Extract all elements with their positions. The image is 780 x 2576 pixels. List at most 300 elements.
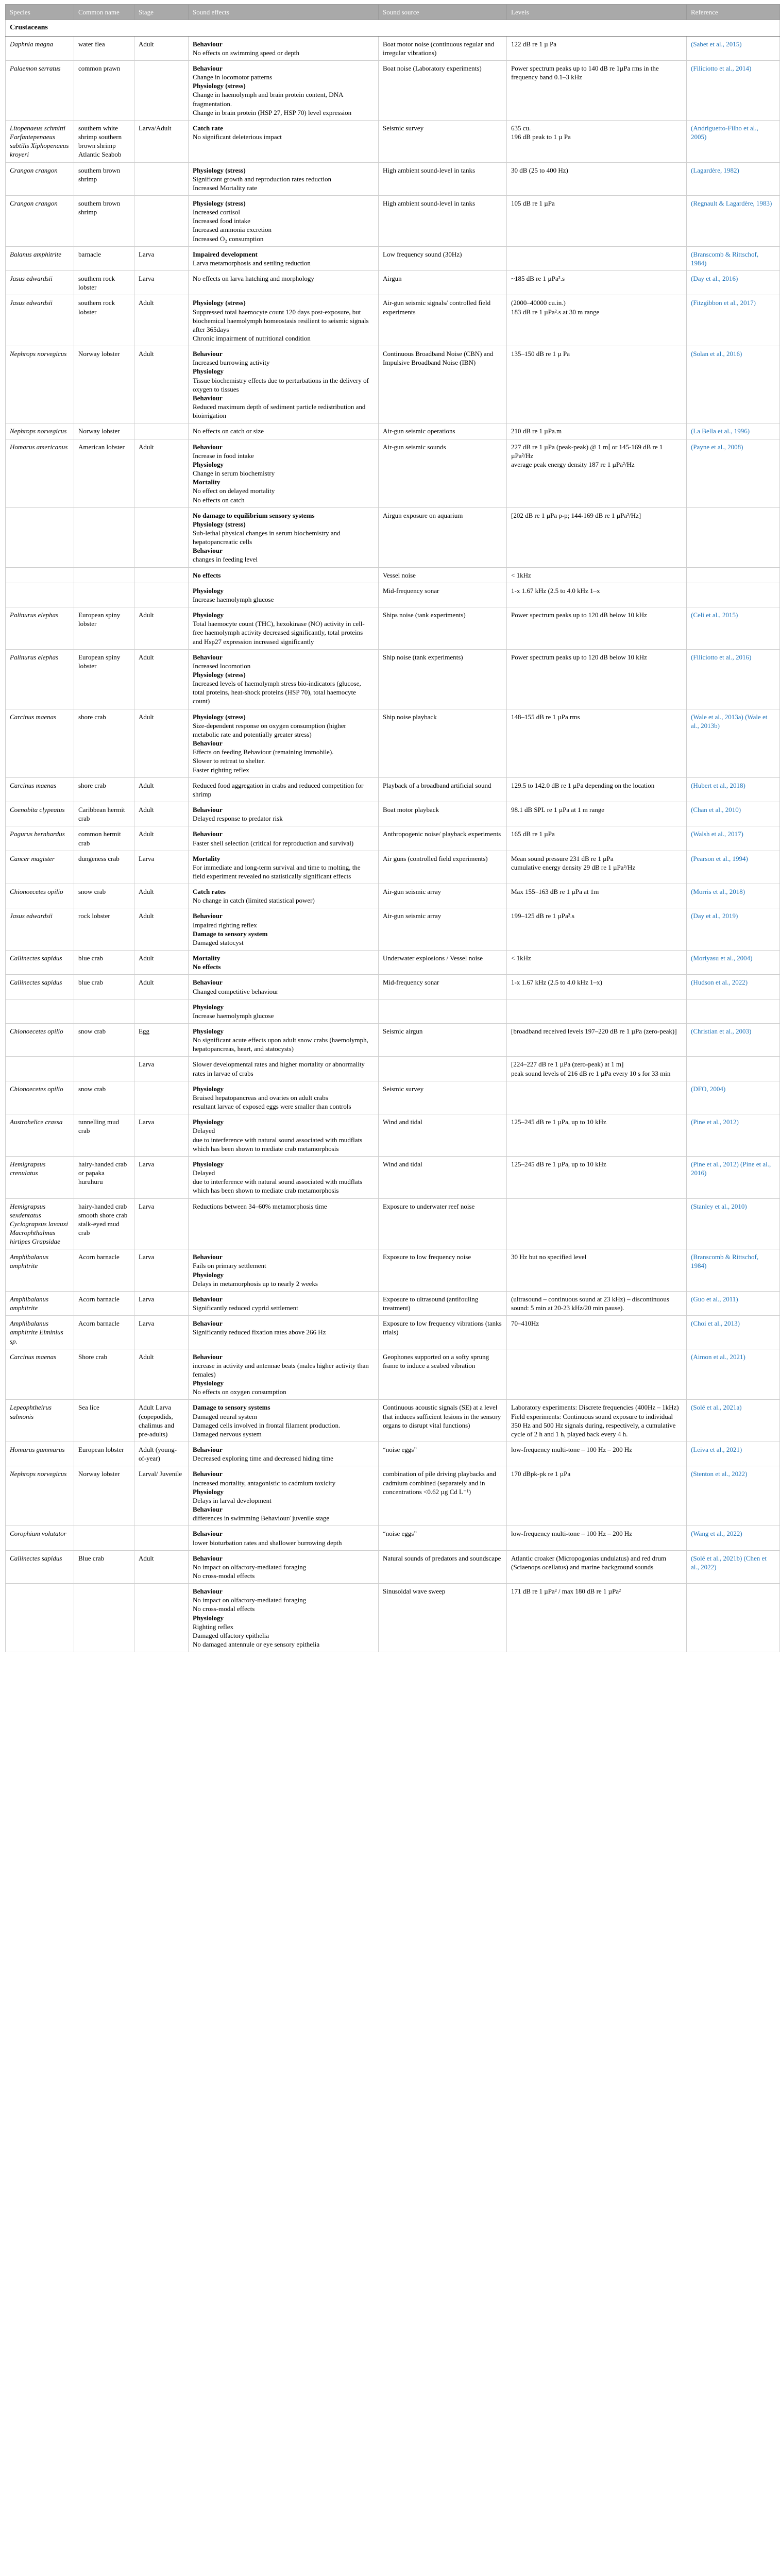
level-text: 196 dB peak to 1 µ Pa bbox=[511, 133, 571, 141]
effect-text: Reductions between 34–60% metamorphosis time bbox=[193, 1202, 327, 1210]
effect-heading: Behaviour bbox=[193, 1470, 223, 1478]
reference-cell: (Moriyasu et al., 2004) bbox=[687, 951, 780, 975]
sound-source-cell: Boat noise (Laboratory experiments) bbox=[379, 60, 507, 120]
effect-text: Faster righting reflex bbox=[193, 766, 249, 774]
reference-cell: (Lagardère, 1982) bbox=[687, 162, 780, 195]
effect-heading: Physiology (stress) bbox=[193, 520, 246, 528]
sound-effects-cell bbox=[189, 60, 379, 120]
reference-cell bbox=[687, 999, 780, 1023]
species-cell: Nephrops norvegicus bbox=[6, 1466, 74, 1526]
sound-source-cell: Exposure to low frequency vibrations (tanks trials) bbox=[379, 1316, 507, 1349]
effect-text: Damaged olfactory epithelia bbox=[193, 1631, 269, 1639]
effect-text: No significant deleterious impact bbox=[193, 133, 282, 141]
table-row bbox=[6, 1400, 780, 1442]
effect-heading: Behaviour bbox=[193, 978, 223, 987]
effect-text: Bruised hepatopancreas and ovaries on adult crabs bbox=[193, 1093, 328, 1101]
levels-cell bbox=[507, 1114, 687, 1157]
stage-cell: Adult bbox=[134, 1349, 189, 1400]
effect-text: Impaired righting reflex bbox=[193, 921, 257, 929]
sound-source-cell: Natural sounds of predators and soundscape bbox=[379, 1550, 507, 1583]
sound-effects-cell bbox=[189, 195, 379, 246]
header-stage: Stage bbox=[134, 5, 189, 20]
table-row bbox=[6, 1198, 780, 1249]
sound-effects-cell bbox=[189, 884, 379, 908]
reference-cell: (Celi et al., 2015) bbox=[687, 607, 780, 650]
reference-cell: (Wang et al., 2022) bbox=[687, 1526, 780, 1550]
effect-text: Slower developmental rates and higher mortality or abnormality rates in larvae of crabs bbox=[193, 1060, 365, 1077]
table-row bbox=[6, 951, 780, 975]
stage-cell: Adult bbox=[134, 777, 189, 802]
species-cell: Callinectes sapidus bbox=[6, 975, 74, 999]
common-name-cell: snow crab bbox=[74, 1081, 134, 1114]
reference-cell: (Filiciotto et al., 2016) bbox=[687, 649, 780, 709]
table-row bbox=[6, 1466, 780, 1526]
table-row bbox=[6, 709, 780, 777]
sound-effects-cell bbox=[189, 1291, 379, 1315]
effect-text: Change in brain protein (HSP 27, HSP 70) level expression bbox=[193, 108, 352, 116]
effect-heading: No effects bbox=[193, 571, 221, 579]
sound-source-cell: Airgun bbox=[379, 271, 507, 295]
sound-source-cell: Air-gun seismic array bbox=[379, 908, 507, 951]
table-row bbox=[6, 120, 780, 162]
effect-heading: Behaviour bbox=[193, 1446, 223, 1454]
levels-cell bbox=[507, 908, 687, 951]
effect-heading: Behaviour bbox=[193, 1530, 223, 1538]
sound-source-cell: Air-gun seismic signals/ controlled field experiments bbox=[379, 295, 507, 346]
table-row bbox=[6, 649, 780, 709]
levels-cell bbox=[507, 884, 687, 908]
stage-cell bbox=[134, 195, 189, 246]
sound-source-cell: “noise eggs” bbox=[379, 1526, 507, 1550]
effect-text: No damaged antennule or eye sensory epithelia bbox=[193, 1640, 320, 1649]
sound-effects-cell bbox=[189, 826, 379, 851]
reference-cell: (Wale et al., 2013a) (Wale et al., 2013b) bbox=[687, 709, 780, 777]
reference-cell: (Day et al., 2016) bbox=[687, 271, 780, 295]
stage-cell: Adult bbox=[134, 346, 189, 423]
effect-text: Delays in metamorphosis up to nearly 2 weeks bbox=[193, 1279, 318, 1287]
effect-text: Reduced food aggregation in crabs and reduced competition for shrimp bbox=[193, 781, 364, 798]
reference-cell: (Pearson et al., 1994) bbox=[687, 851, 780, 884]
table-row bbox=[6, 802, 780, 826]
levels-cell bbox=[507, 1081, 687, 1114]
stage-cell bbox=[134, 999, 189, 1023]
table-row bbox=[6, 1316, 780, 1349]
sound-effects-cell bbox=[189, 975, 379, 999]
reference-cell: (Solan et al., 2016) bbox=[687, 346, 780, 423]
effect-heading: Behaviour bbox=[193, 1554, 223, 1562]
header-sound-source: Sound source bbox=[379, 5, 507, 20]
effect-text: No effects on swimming speed or depth bbox=[193, 48, 299, 57]
sound-effects-cell bbox=[189, 1198, 379, 1249]
effect-heading: Behaviour bbox=[193, 830, 223, 838]
stage-cell: Larva bbox=[134, 271, 189, 295]
sound-effects-cell bbox=[189, 36, 379, 60]
levels-cell bbox=[507, 1156, 687, 1198]
header-reference: Reference bbox=[687, 5, 780, 20]
stage-cell: Larva bbox=[134, 1291, 189, 1315]
level-text: [224–227 dB re 1 µPa (zero-peak) at 1 m] bbox=[511, 1060, 624, 1069]
level-text: cumulative energy density 29 dB re 1 µPa²/Hz bbox=[511, 863, 636, 871]
common-name-cell: water flea bbox=[74, 36, 134, 60]
header-sound-effects: Sound effects bbox=[189, 5, 379, 20]
stage-cell bbox=[134, 162, 189, 195]
sound-source-cell: Exposure to ultrasound (antifouling treatment) bbox=[379, 1291, 507, 1315]
levels-cell bbox=[507, 246, 687, 270]
stage-cell bbox=[134, 567, 189, 583]
table-row bbox=[6, 826, 780, 851]
level-text: Mean sound pressure 231 dB re 1 µPa bbox=[511, 854, 614, 862]
table-row bbox=[6, 1081, 780, 1114]
species-cell: Balanus amphitrite bbox=[6, 246, 74, 270]
sound-effects-cell bbox=[189, 1584, 379, 1652]
group-label: Crustaceans bbox=[6, 20, 780, 36]
effect-heading: Behaviour bbox=[193, 912, 223, 920]
common-name-cell: common hermit crab bbox=[74, 826, 134, 851]
species-cell: Chionoecetes opilio bbox=[6, 884, 74, 908]
reference-cell: (Hubert et al., 2018) bbox=[687, 777, 780, 802]
levels-cell bbox=[507, 826, 687, 851]
levels-cell bbox=[507, 1316, 687, 1349]
effect-text: Changed competitive behaviour bbox=[193, 987, 279, 995]
effect-heading: Catch rates bbox=[193, 888, 226, 896]
effect-heading: Physiology bbox=[193, 586, 224, 595]
crustaceans-table bbox=[5, 4, 780, 1652]
effect-text: No impact on olfactory-mediated foraging bbox=[193, 1596, 307, 1604]
sound-effects-cell bbox=[189, 777, 379, 802]
reference-cell: (Day et al., 2019) bbox=[687, 908, 780, 951]
species-cell: Palinurus elephas bbox=[6, 607, 74, 650]
reference-cell: (Branscomb & Rittschof, 1984) bbox=[687, 1249, 780, 1292]
levels-cell bbox=[507, 607, 687, 650]
sound-source-cell: Playback of a broadband artificial sound bbox=[379, 777, 507, 802]
reference-cell bbox=[687, 567, 780, 583]
levels-cell bbox=[507, 1526, 687, 1550]
common-name-cell: Caribbean hermit crab bbox=[74, 802, 134, 826]
effect-text: No cross-modal effects bbox=[193, 1571, 255, 1580]
stage-cell: Adult bbox=[134, 607, 189, 650]
common-name-cell: dungeness crab bbox=[74, 851, 134, 884]
sound-source-cell: Seismic survey bbox=[379, 1081, 507, 1114]
effect-heading: Behaviour bbox=[193, 40, 223, 48]
table-row bbox=[6, 777, 780, 802]
sound-source-cell: Air guns (controlled field experiments) bbox=[379, 851, 507, 884]
species-cell: Nephrops norvegicus bbox=[6, 346, 74, 423]
effect-text: Change in locomotor patterns bbox=[193, 73, 273, 81]
effect-text: No cross-modal effects bbox=[193, 1605, 255, 1613]
species-cell: Daphnia magna bbox=[6, 36, 74, 60]
stage-cell: Larval/ Juvenile bbox=[134, 1466, 189, 1526]
effect-heading: Damage to sensory system bbox=[193, 929, 268, 938]
levels-cell bbox=[507, 1466, 687, 1526]
levels-cell bbox=[507, 162, 687, 195]
levels-cell bbox=[507, 1024, 687, 1057]
species-cell bbox=[6, 567, 74, 583]
species-cell: Amphibalanus amphitrite bbox=[6, 1249, 74, 1292]
species-cell bbox=[6, 1057, 74, 1081]
effect-text: Effects on feeding Behaviour (remaining immobile). bbox=[193, 748, 334, 756]
table-row bbox=[6, 423, 780, 439]
stage-cell bbox=[134, 1081, 189, 1114]
table-row bbox=[6, 975, 780, 999]
species-cell: Callinectes sapidus bbox=[6, 1550, 74, 1583]
reference-cell bbox=[687, 1584, 780, 1652]
sound-effects-cell bbox=[189, 246, 379, 270]
effect-heading: Physiology bbox=[193, 367, 224, 376]
sound-effects-cell bbox=[189, 295, 379, 346]
stage-cell: Egg bbox=[134, 1024, 189, 1057]
stage-cell: Larva bbox=[134, 1198, 189, 1249]
species-cell: Callinectes sapidus bbox=[6, 951, 74, 975]
stage-cell: Adult bbox=[134, 951, 189, 975]
species-cell: Chionoecetes opilio bbox=[6, 1024, 74, 1057]
effect-heading: Behaviour bbox=[193, 547, 223, 555]
effect-heading: Physiology (stress) bbox=[193, 199, 246, 207]
effect-text: Increased locomotion bbox=[193, 662, 251, 670]
sound-source-cell: Geophones supported on a softy sprung frame to induce a seabed vibration bbox=[379, 1349, 507, 1400]
level-text: Field experiments: Continuous sound exposure to individual 350 Hz and 500 Hz signals during, respectively, a cumulative cycle of 2 h and 1 h, played back every 4 h. bbox=[511, 1412, 676, 1438]
effect-heading: Damage to sensory systems bbox=[193, 1403, 270, 1412]
stage-cell: Adult bbox=[134, 975, 189, 999]
sound-effects-cell bbox=[189, 1316, 379, 1349]
reference-cell: (Chan et al., 2010) bbox=[687, 802, 780, 826]
effect-text: Damaged statocyst bbox=[193, 938, 244, 946]
effect-heading: Behaviour bbox=[193, 1505, 223, 1514]
effect-heading: Mortality bbox=[193, 478, 221, 486]
species-cell bbox=[6, 507, 74, 567]
species-cell: Carcinus maenas bbox=[6, 709, 74, 777]
effect-text: Change in serum biochemistry bbox=[193, 469, 275, 478]
species-cell: Jasus edwardsii bbox=[6, 271, 74, 295]
common-name-cell: Acorn barnacle bbox=[74, 1316, 134, 1349]
sound-source-cell: Air-gun seismic array bbox=[379, 884, 507, 908]
reference-cell: (Andriguetto-Filho et al., 2005) bbox=[687, 120, 780, 162]
species-cell: Homarus gammarus bbox=[6, 1442, 74, 1466]
effect-text: due to interference with natural sound associated with mudflats which has been shown to mediate crab metamorphosis bbox=[193, 1178, 363, 1195]
reference-cell: (Choi et al., 2013) bbox=[687, 1316, 780, 1349]
reference-cell: (DFO, 2004) bbox=[687, 1081, 780, 1114]
table-row bbox=[6, 908, 780, 951]
levels-cell bbox=[507, 439, 687, 507]
common-name-cell: southern rock lobster bbox=[74, 295, 134, 346]
sound-source-cell: Ships noise (tank experiments) bbox=[379, 607, 507, 650]
effect-text: No significant acute effects upon adult snow crabs (haemolymph, hepatopancreas, heart, and statocysts) bbox=[193, 1036, 368, 1053]
sound-effects-cell bbox=[189, 162, 379, 195]
level-text: 105 dB re 1 µPa bbox=[511, 199, 555, 207]
level-text: 227 dB re 1 µPa (peak-peak) @ 1 m∣ or 145-169 dB re 1 µPa²/Hz bbox=[511, 443, 663, 460]
effect-text: Increased mortality, antagonistic to cadmium toxicity bbox=[193, 1479, 336, 1487]
common-name-cell: Shore crab bbox=[74, 1349, 134, 1400]
stage-cell bbox=[134, 1526, 189, 1550]
reference-cell: (Solé et al., 2021a) bbox=[687, 1400, 780, 1442]
sound-effects-cell bbox=[189, 1156, 379, 1198]
sound-effects-cell bbox=[189, 649, 379, 709]
effect-heading: Physiology bbox=[193, 1487, 224, 1496]
reference-cell: (Hudson et al., 2022) bbox=[687, 975, 780, 999]
levels-cell bbox=[507, 999, 687, 1023]
effect-text: Larva metamorphosis and settling reduction bbox=[193, 259, 311, 267]
stage-cell bbox=[134, 583, 189, 607]
sound-source-cell: Exposure to underwater reef noise bbox=[379, 1198, 507, 1249]
common-name-cell: European spiny lobster bbox=[74, 607, 134, 650]
species-cell: Hemigrapsus crenulatus bbox=[6, 1156, 74, 1198]
sound-effects-cell bbox=[189, 507, 379, 567]
stage-cell: Adult bbox=[134, 1550, 189, 1583]
stage-cell: Adult bbox=[134, 709, 189, 777]
stage-cell: Adult bbox=[134, 36, 189, 60]
sound-source-cell: Boat motor noise (continuous regular and irregular vibrations) bbox=[379, 36, 507, 60]
sound-effects-cell bbox=[189, 1249, 379, 1292]
header-row bbox=[6, 5, 780, 20]
effect-heading: Physiology (stress) bbox=[193, 671, 246, 679]
sound-effects-cell bbox=[189, 1349, 379, 1400]
level-text: 165 dB re 1 µPa bbox=[511, 830, 555, 838]
common-name-cell: southern brown shrimp bbox=[74, 162, 134, 195]
stage-cell: Adult bbox=[134, 649, 189, 709]
level-text: (ultrasound – continuous sound at 23 kHz) – discontinuous sound: 5 min at 20-23 kHz/20 min pause). bbox=[511, 1295, 669, 1312]
table-row bbox=[6, 1584, 780, 1652]
sound-effects-cell bbox=[189, 709, 379, 777]
level-text: Power spectrum peaks up to 120 dB below 10 kHz bbox=[511, 611, 647, 619]
species-cell: Cancer magister bbox=[6, 851, 74, 884]
sound-source-cell: “noise eggs” bbox=[379, 1442, 507, 1466]
effect-text: Increase haemolymph glucose bbox=[193, 595, 274, 603]
sound-effects-cell bbox=[189, 439, 379, 507]
sound-effects-cell bbox=[189, 1057, 379, 1081]
effect-text: Increase haemolymph glucose bbox=[193, 1011, 274, 1020]
table-row bbox=[6, 1526, 780, 1550]
species-cell: Crangon crangon bbox=[6, 195, 74, 246]
species-cell: Carcinus maenas bbox=[6, 777, 74, 802]
levels-cell bbox=[507, 1550, 687, 1583]
reference-cell: (Pine et al., 2012) bbox=[687, 1114, 780, 1157]
common-name-cell: Norway lobster bbox=[74, 1466, 134, 1526]
table-row bbox=[6, 246, 780, 270]
levels-cell bbox=[507, 1442, 687, 1466]
group-row bbox=[6, 20, 780, 36]
common-name-cell: tunnelling mud crab bbox=[74, 1114, 134, 1157]
sound-source-cell: Mid-frequency sonar bbox=[379, 975, 507, 999]
effect-heading: Mortality bbox=[193, 954, 221, 962]
common-name-cell: European lobster bbox=[74, 1442, 134, 1466]
common-name-cell bbox=[74, 507, 134, 567]
header-levels: Levels bbox=[507, 5, 687, 20]
table-row bbox=[6, 295, 780, 346]
sound-effects-cell bbox=[189, 607, 379, 650]
effect-text: Fails on primary settlement bbox=[193, 1262, 266, 1270]
header-species: Species bbox=[6, 5, 74, 20]
effect-heading: Behaviour bbox=[193, 1352, 223, 1361]
sound-source-cell: Air-gun seismic operations bbox=[379, 423, 507, 439]
level-text: 125–245 dB re 1 µPa, up to 10 kHz bbox=[511, 1118, 606, 1126]
effect-heading: Physiology bbox=[193, 1118, 224, 1126]
reference-cell: (Christian et al., 2003) bbox=[687, 1024, 780, 1057]
effect-text: No effects on catch bbox=[193, 496, 245, 504]
species-cell: Carcinus maenas bbox=[6, 1349, 74, 1400]
levels-cell bbox=[507, 346, 687, 423]
species-cell: Homarus americanus bbox=[6, 439, 74, 507]
effect-text: No change in catch (limited statistical power) bbox=[193, 896, 315, 905]
sound-source-cell: Air-gun seismic sounds bbox=[379, 439, 507, 507]
effect-heading: Impaired development bbox=[193, 250, 258, 258]
effect-text: Faster shell selection (critical for reproduction and survival) bbox=[193, 839, 354, 847]
sound-source-cell: Wind and tidal bbox=[379, 1114, 507, 1157]
levels-cell bbox=[507, 60, 687, 120]
effect-text: Damaged neural system bbox=[193, 1412, 257, 1420]
common-name-cell: blue crab bbox=[74, 951, 134, 975]
stage-cell: Larva bbox=[134, 1316, 189, 1349]
effect-text: Total haemocyte count (THC), hexokinase (NO) activity in cell-free haemolymph activity decreased significantly, total proteins and Hsp27 expression increased significantly bbox=[193, 620, 365, 646]
effect-heading: Physiology (stress) bbox=[193, 166, 246, 174]
reference-cell: (Solé et al., 2021b) (Chen et al., 2022) bbox=[687, 1550, 780, 1583]
common-name-cell: Norway lobster bbox=[74, 423, 134, 439]
reference-cell bbox=[687, 1057, 780, 1081]
common-name-cell: shore crab bbox=[74, 777, 134, 802]
common-name-cell bbox=[74, 1526, 134, 1550]
sound-effects-cell bbox=[189, 1442, 379, 1466]
levels-cell bbox=[507, 802, 687, 826]
effect-text: Righting reflex bbox=[193, 1622, 234, 1631]
species-cell: Corophium volutator bbox=[6, 1526, 74, 1550]
effect-text: Decreased exploring time and decreased hiding time bbox=[193, 1454, 333, 1463]
level-text: 122 dB re 1 µ Pa bbox=[511, 40, 557, 48]
table-row bbox=[6, 1057, 780, 1081]
level-text: 125–245 dB re 1 µPa, up to 10 kHz bbox=[511, 1160, 606, 1168]
levels-cell bbox=[507, 1057, 687, 1081]
reference-cell: (Filiciotto et al., 2014) bbox=[687, 60, 780, 120]
sound-source-cell: Ship noise (tank experiments) bbox=[379, 649, 507, 709]
table-row bbox=[6, 567, 780, 583]
stage-cell bbox=[134, 60, 189, 120]
effect-text: Significantly reduced fixation rates above 266 Hz bbox=[193, 1328, 326, 1336]
effect-text: No effect on delayed mortality bbox=[193, 487, 275, 495]
species-cell: Austrohelice crassa bbox=[6, 1114, 74, 1157]
sound-source-cell: Seismic survey bbox=[379, 120, 507, 162]
species-cell: Crangon crangon bbox=[6, 162, 74, 195]
species-cell: Palaemon serratus bbox=[6, 60, 74, 120]
sound-effects-cell bbox=[189, 1081, 379, 1114]
level-text: 170 dBpk-pk re 1 µPa bbox=[511, 1470, 571, 1478]
levels-cell bbox=[507, 1400, 687, 1442]
sound-effects-cell bbox=[189, 423, 379, 439]
stage-cell: Adult bbox=[134, 826, 189, 851]
sound-effects-cell bbox=[189, 1024, 379, 1057]
effect-text: Change in haemolymph and brain protein content, DNA fragmentation. bbox=[193, 91, 343, 108]
table-row bbox=[6, 1156, 780, 1198]
species-cell bbox=[6, 1584, 74, 1652]
stage-cell: Adult Larva (copepodids, chalimus and pre-adults) bbox=[134, 1400, 189, 1442]
reference-cell: (Fitzgibbon et al., 2017) bbox=[687, 295, 780, 346]
levels-cell bbox=[507, 507, 687, 567]
common-name-cell bbox=[74, 999, 134, 1023]
species-cell: Nephrops norvegicus bbox=[6, 423, 74, 439]
level-text: < 1kHz bbox=[511, 954, 531, 962]
effect-heading: Behaviour bbox=[193, 1253, 223, 1261]
table-row bbox=[6, 346, 780, 423]
table-row bbox=[6, 195, 780, 246]
table-row bbox=[6, 1291, 780, 1315]
common-name-cell bbox=[74, 583, 134, 607]
stage-cell: Larva bbox=[134, 246, 189, 270]
effect-text: No effects on catch or size bbox=[193, 427, 264, 435]
common-name-cell: snow crab bbox=[74, 884, 134, 908]
common-name-cell: southern rock lobster bbox=[74, 271, 134, 295]
effect-heading: Catch rate bbox=[193, 124, 223, 132]
sound-effects-cell bbox=[189, 999, 379, 1023]
common-name-cell: barnacle bbox=[74, 246, 134, 270]
common-name-cell: southern white shrimp southern brown shrimp Atlantic Seabob bbox=[74, 120, 134, 162]
species-cell: Amphibalanus amphitrite Elminius sp. bbox=[6, 1316, 74, 1349]
effect-heading: Physiology bbox=[193, 1614, 224, 1622]
